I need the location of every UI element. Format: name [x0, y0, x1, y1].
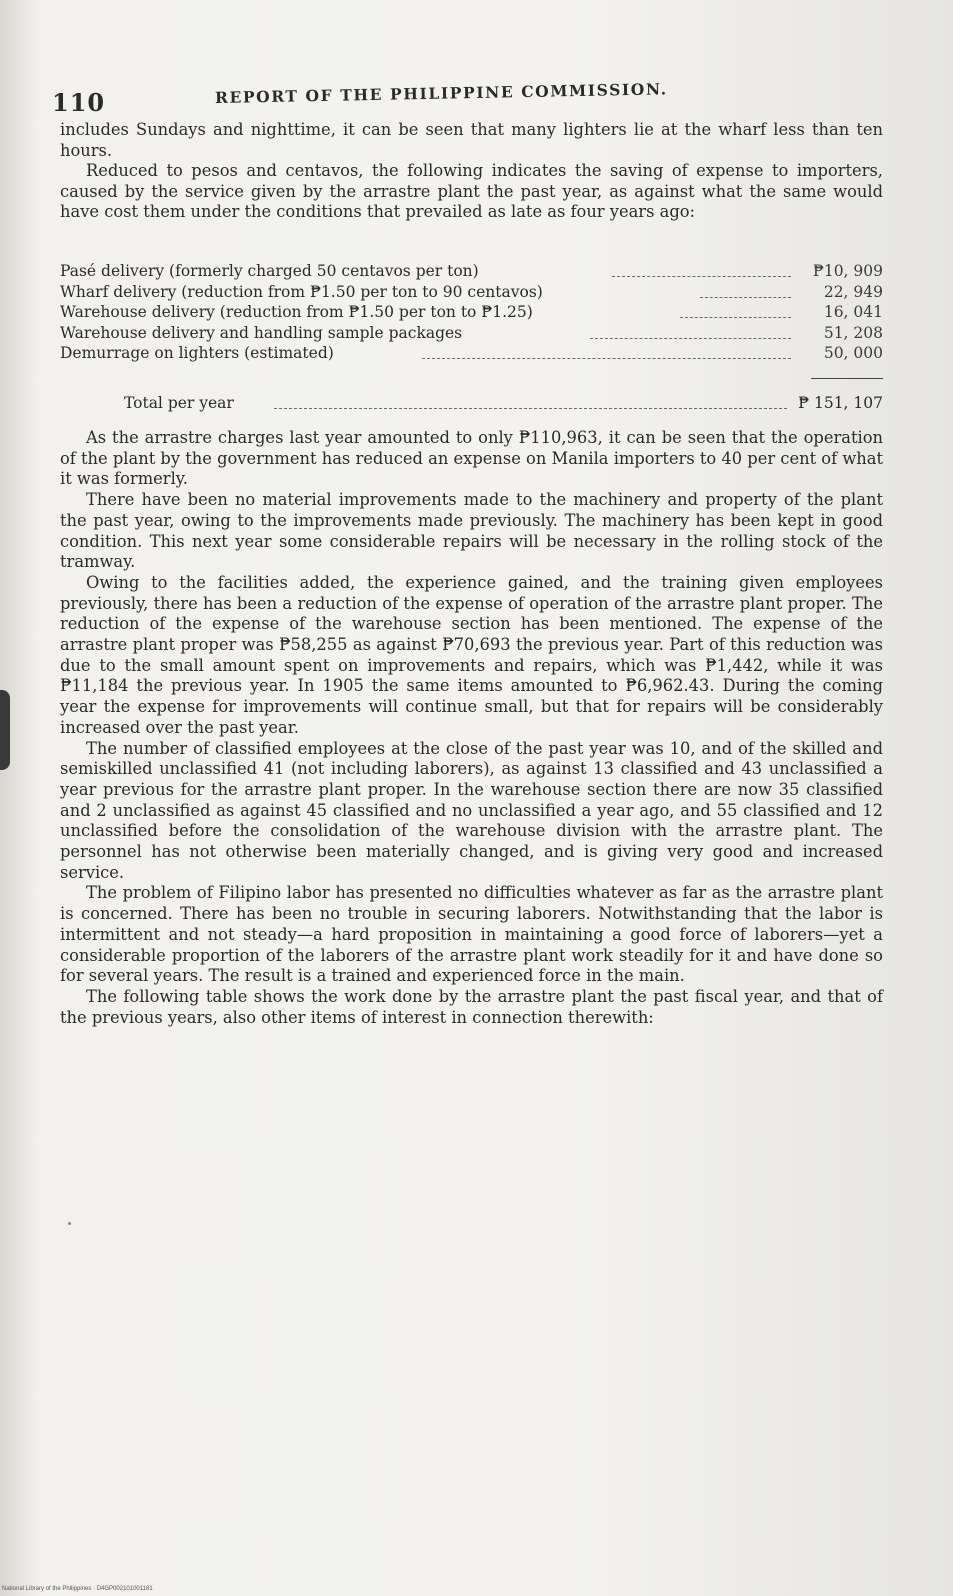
savings-row-amount: ₱10, 909 — [812, 262, 883, 280]
savings-row — [60, 262, 883, 283]
intro-paragraph: Reduced to pesos and centavos, the following indicates the saving of expense to importers, caused by the service given by the arrastre plant the past year, as against what the same would have cost them under the conditions that prevailed as late as four years ago: — [60, 161, 883, 221]
savings-row — [60, 344, 883, 365]
savings-row-amount: 22, 949 — [823, 282, 883, 301]
savings-row — [60, 303, 883, 324]
savings-row-label: Warehouse delivery and handling sample packages — [60, 323, 463, 342]
print-speck — [68, 1222, 71, 1225]
body-paragraphs — [60, 428, 883, 1028]
leader-dots — [612, 276, 791, 277]
savings-row-label: Demurrage on lighters (estimated) — [60, 344, 334, 362]
leader-dots — [700, 297, 791, 298]
running-title: REPORT OF THE PHILIPPINE COMMISSION. — [214, 79, 668, 107]
paragraph: Owing to the facilities added, the experience gained, and the training given employees previously, there has been a reduction of the expense of operation of the arrastre plant proper. The reduction of the expense of the warehouse section has been mentioned. The expense of the arrastre plant proper was ₱58,255 as against ₱70,693 the previous year. Part of this reduction was due to the small amount spent on improvements and repairs, which was ₱1,442, while it was ₱11,184 the previous year. In 1905 the same items amounted to ₱6,962.43. During the coming year the expense for improvements will continue small, but that for repairs will be considerably increased over the past year. — [60, 572, 883, 737]
intro-text — [60, 120, 883, 223]
total-label: Total per year — [124, 394, 234, 412]
savings-row — [60, 324, 883, 345]
paragraph: As the arrastre charges last year amounted to only ₱110,963, it can be seen that the operation of the plant by the government has reduced an expense on Manila importers to 40 per cent of what it was formerly. — [60, 428, 883, 489]
savings-row-amount: 16, 041 — [823, 303, 883, 321]
binding-shadow — [0, 690, 10, 770]
savings-row-label: Pasé delivery (formerly charged 50 centavos per ton) — [60, 262, 479, 280]
paragraph: There have been no material improvements made to the machinery and property of the plant the past year, owing to the improvements made previously. The machinery has been kept in good condition. This next year some considerable repairs will be necessary in the rolling stock of the tramway. — [60, 490, 883, 572]
page-header — [52, 78, 882, 118]
paragraph: The following table shows the work done by the arrastre plant the past fiscal year, and that of the previous years, also other items of interest in connection therewith: — [60, 986, 883, 1027]
paragraph: The problem of Filipino labor has presented no difficulties whatever as far as the arrastre plant is concerned. There has been no trouble in securing laborers. Notwithstanding that the labor is intermittent and not steady—a hard proposition in maintaining a good force of laborers—yet a considerable proportion of the laborers of the arrastre plant work steadily for it and have done so for several years. The result is a trained and experienced force in the main. — [60, 883, 883, 986]
paragraph: The number of classified employees at the close of the past year was 10, and of the skilled and semiskilled unclassified 41 (not including laborers), as against 13 classified and 43 unclassified a year previous for the arrastre plant proper. In the warehouse section there are now 35 classified and 2 unclassified as against 45 classified and no unclassified a year ago, and 55 classified and 12 unclassified before the consolidation of the warehouse division with the arrastre plant. The personnel has not otherwise been materially changed, and is giving very good and increased service. — [60, 738, 883, 882]
savings-row — [60, 283, 883, 304]
archive-credit: National Library of the Philippines · D4GP002101001181 — [2, 1586, 153, 1592]
savings-row-label: Wharf delivery (reduction from ₱1.50 per ton to 90 centavos) — [60, 282, 543, 301]
savings-table — [60, 262, 883, 412]
intro-continuation: includes Sundays and nighttime, it can be seen that many lighters lie at the wharf less than ten hours. — [60, 120, 883, 160]
leader-dots — [680, 317, 791, 318]
leader-dots — [590, 338, 791, 339]
savings-row-amount: 51, 208 — [823, 323, 883, 342]
total-row — [60, 394, 883, 416]
savings-row-amount: 50, 000 — [823, 344, 883, 362]
savings-row-label: Warehouse delivery (reduction from ₱1.50 per ton to ₱1.25) — [60, 303, 533, 321]
total-rule — [811, 378, 883, 379]
page-number: 110 — [52, 88, 106, 117]
total-amount: ₱ 151, 107 — [798, 394, 883, 412]
leader-dots — [274, 408, 787, 409]
leader-dots — [422, 358, 791, 359]
